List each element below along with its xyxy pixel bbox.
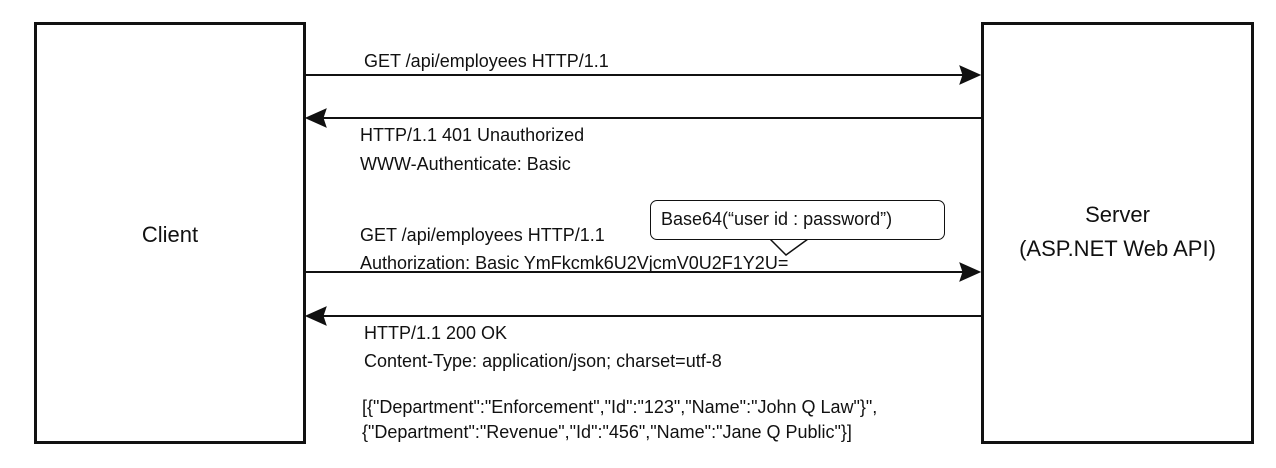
- response-2-header-line: Content-Type: application/json; charset=utf-8: [364, 351, 722, 371]
- request-1-arrowhead: [960, 66, 980, 84]
- response-1-arrowhead: [306, 109, 326, 127]
- response-2-body-line-2: {"Department":"Revenue","Id":"456","Name":"Jane Q Public"}]: [362, 422, 852, 442]
- client-box: [34, 22, 306, 444]
- response-1-header-line: WWW-Authenticate: Basic: [360, 154, 571, 174]
- request-1-line: GET /api/employees HTTP/1.1: [364, 51, 609, 71]
- response-1-status-line: HTTP/1.1 401 Unauthorized: [360, 125, 585, 145]
- server-box: [981, 22, 1254, 444]
- server-label: Server: [1085, 202, 1150, 227]
- response-2-body-line-1: [{"Department":"Enforcement","Id":"123","Name":"John Q Law"}",: [362, 397, 878, 417]
- response-2-status-line: HTTP/1.1 200 OK: [364, 323, 508, 343]
- base64-callout: Base64(“user id : password”): [650, 200, 945, 240]
- request-2-line: GET /api/employees HTTP/1.1: [360, 225, 605, 245]
- request-2-authorization-line: Authorization: Basic YmFkcmk6U2VjcmV0U2F1Y2U=: [360, 253, 789, 273]
- response-2-arrowhead: [306, 307, 326, 325]
- request-2-arrowhead: [960, 263, 980, 281]
- client-label: Client: [141, 222, 199, 247]
- server-platform-label: (ASP.NET Web API): [1019, 236, 1216, 261]
